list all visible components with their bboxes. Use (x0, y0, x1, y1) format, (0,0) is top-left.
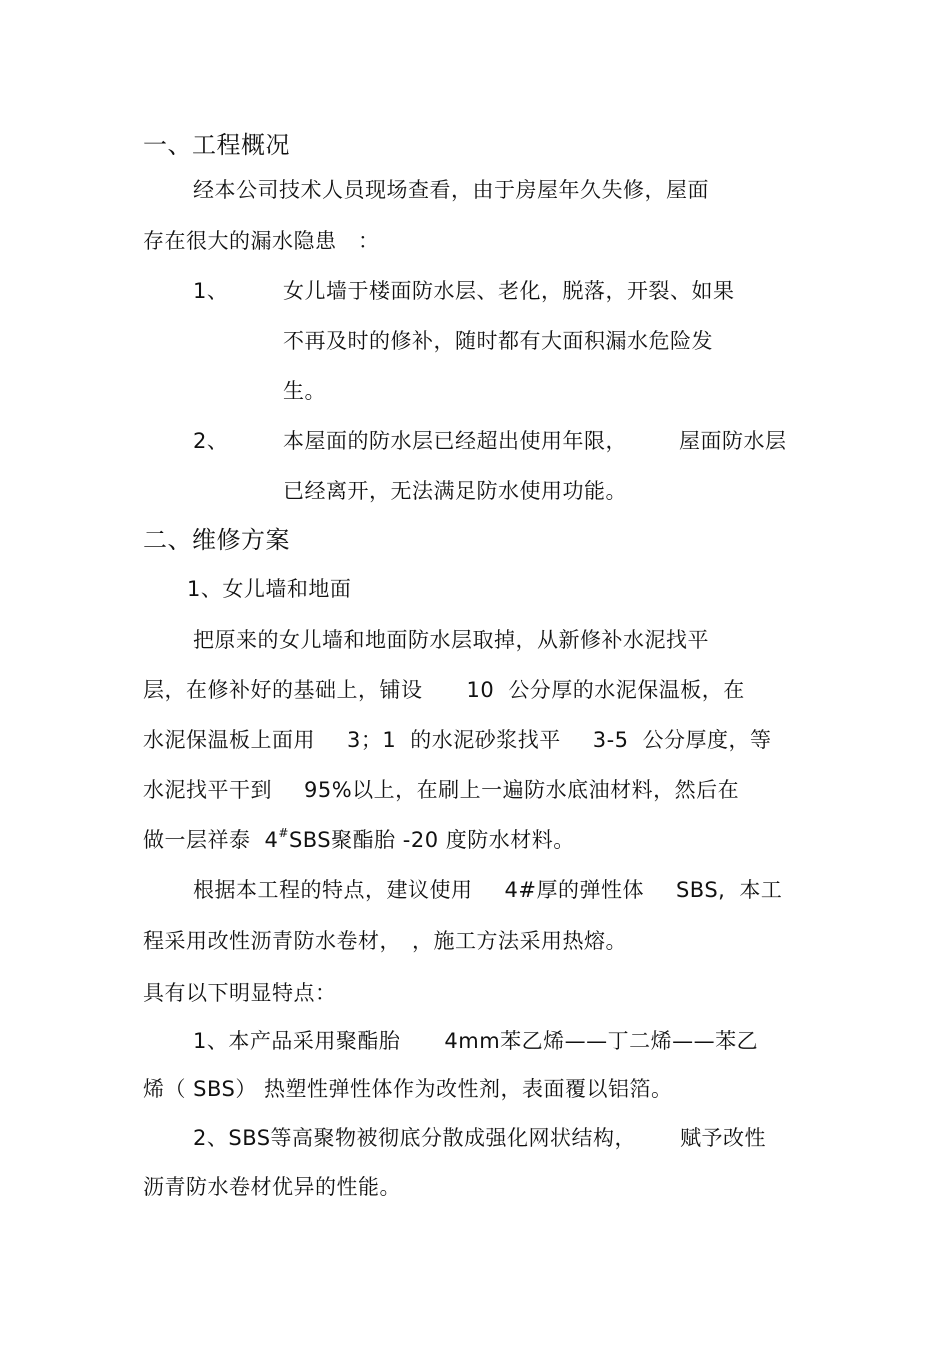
paragraph-1-line-5-sup: # (278, 826, 289, 840)
paragraph-1-line-2a: 层，在修补好的基础上，铺设 (143, 678, 423, 702)
list-item-1-line-2: 不再及时的修补，随时都有大面积漏水危险发 (283, 329, 713, 353)
feature-2-line-1a: 2、SBS等高聚物被彻底分散成强化网状结构， (193, 1126, 637, 1150)
list-item-2-line-1a: 本屋面的防水层已经超出使用年限， (283, 429, 627, 453)
paragraph-1-line-5a: 做一层祥泰 (143, 828, 251, 852)
feature-2-line-2: 沥青防水卷材优异的性能。 (143, 1175, 401, 1199)
paragraph-1-line-4b: 95%以上，在刷上一遍防水底油材料，然后在 (304, 778, 740, 802)
feature-2-line-1 (193, 1124, 766, 1152)
list-item-2-number: 2、 (193, 429, 229, 453)
paragraph-1-line-5c: SBS聚酯胎 -20 度防水材料。 (288, 828, 575, 852)
paragraph-1-line-3c: 的水泥砂浆找平 (410, 728, 561, 752)
list-item-1-line-3: 生。 (283, 379, 326, 403)
subsection-title-parapet: 1、女儿墙和地面 (187, 577, 352, 601)
feature-1-line-1b: 4mm苯乙烯——丁二烯——苯乙 (444, 1029, 759, 1053)
feature-1-line-1a: 1、本产品采用聚酯胎 (193, 1029, 401, 1053)
list-item-1-line-1: 女儿墙于楼面防水层、老化，脱落，开裂、如果 (283, 279, 735, 303)
paragraph-1-line-4 (143, 776, 739, 804)
paragraph-2-line-1 (193, 876, 782, 904)
paragraph-2-line-2: 程采用改性沥青防水卷材， ，施工方法采用热熔。 (143, 929, 627, 953)
paragraph-1-line-5 (143, 826, 575, 854)
list-item-2-line-2: 已经离开，无法满足防水使用功能。 (283, 479, 627, 503)
paragraph-1-line-2c: 公分厚的水泥保温板，在 (508, 678, 745, 702)
feature-1-line-1 (193, 1027, 758, 1055)
feature-1-line-2: 烯（ SBS） 热塑性弹性体作为改性剂，表面覆以铝箔。 (143, 1077, 673, 1101)
feature-2-line-1b: 赋予改性 (680, 1126, 767, 1150)
list-item-2-line-1b: 屋面防水层 (679, 429, 787, 453)
paragraph-1-line-2b: 10 (466, 678, 495, 702)
paragraph-1-line-1: 把原来的女儿墙和地面防水层取掉，从新修补水泥找平 (193, 628, 709, 652)
section-title-repair-plan: 二、维修方案 (143, 526, 290, 554)
paragraph-1-line-3a: 水泥保温板上面用 (143, 728, 315, 752)
paragraph-2-line-1b: 4#厚的弹性体 (504, 878, 644, 902)
paragraph-1-line-3d: 3-5 (592, 728, 629, 752)
paragraph-1-line-3e: 公分厚度，等 (642, 728, 772, 752)
list-item-1-number: 1、 (193, 279, 229, 303)
paragraph-2-line-1d: 本工 (739, 878, 783, 902)
features-intro: 具有以下明显特点： (143, 981, 337, 1005)
paragraph-2-line-1a: 根据本工程的特点，建议使用 (193, 878, 473, 902)
paragraph-1-line-2 (143, 676, 745, 704)
paragraph-1-line-3b: 3；1 (347, 728, 397, 752)
overview-intro-line-1: 经本公司技术人员现场查看，由于房屋年久失修，屋面 (193, 178, 709, 202)
section-title-overview: 一、工程概况 (143, 131, 290, 159)
paragraph-2-line-1c: SBS, (675, 878, 726, 902)
overview-intro-line-2: 存在很大的漏水隐患 ： (143, 229, 380, 253)
paragraph-1-line-4a: 水泥找平干到 (143, 778, 272, 802)
paragraph-1-line-5b: 4 (264, 828, 279, 852)
paragraph-1-line-3 (143, 726, 772, 754)
